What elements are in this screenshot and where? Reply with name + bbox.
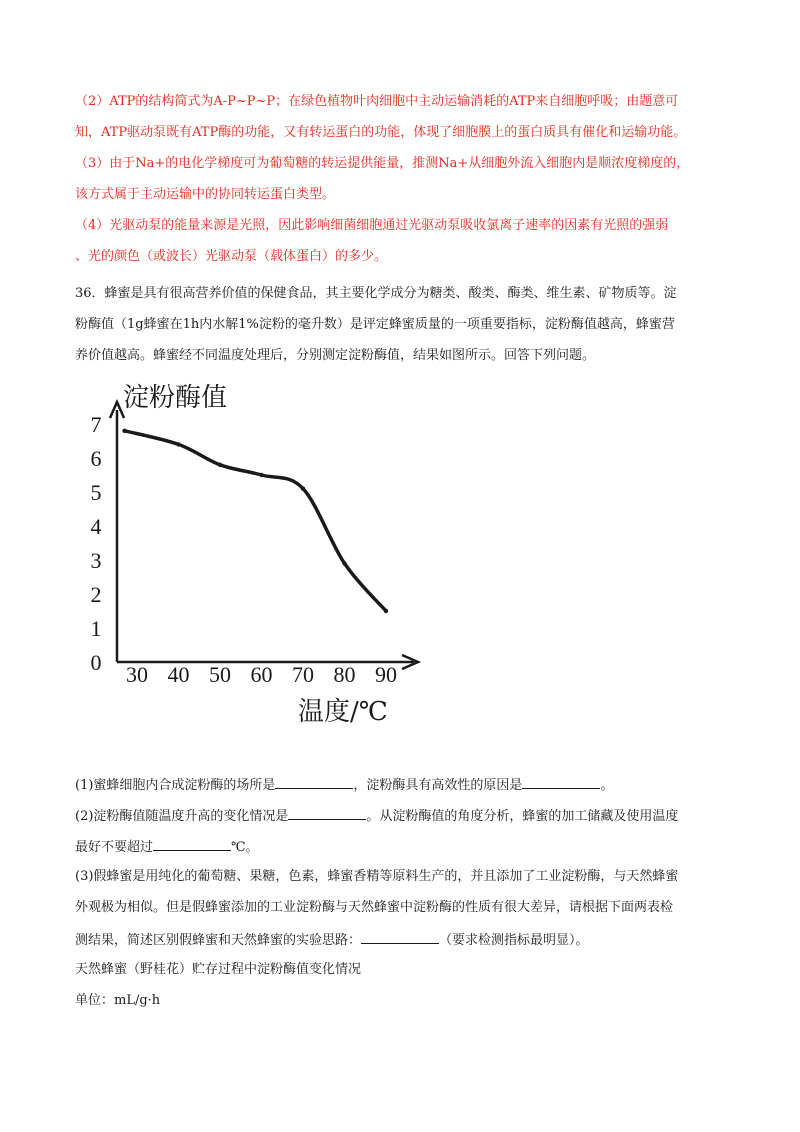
q2-text-d: ℃。 [231,840,259,855]
question-3-line-3 [75,929,755,960]
x-tick-label: 30 [126,662,148,687]
data-point [342,561,346,565]
y-axis-label: 淀粉酶值 [123,383,228,413]
q2-text-b: 。从淀粉酶值的角度分析，蜂蜜的加工储藏及使用温度 [366,809,679,824]
q3-text-b: （要求检测指标最明显）。 [439,933,589,948]
question-3-line-1: (3)假蜂蜜是用纯化的葡萄糖、果糖，色素，蜂蜜香精等原料生产的，并且添加了工业淀粉酶，与天然蜂蜜 [75,869,679,884]
answer-line-1: （2）ATP的结构简式为A-P~P~P；在绿色植物叶肉细胞中主动运输消耗的ATP来自细胞呼吸；由题意可 [75,94,679,109]
y-tick-label: 2 [90,582,102,607]
q2-blank-2[interactable] [153,836,231,851]
y-tick-label: 5 [90,480,102,505]
q2-text-a: (2)淀粉酶值随温度升高的变化情况是 [75,809,289,824]
data-point [384,609,388,613]
amylase-chart [80,380,440,735]
x-tick-label: 80 [333,662,356,687]
q1-blank-1[interactable] [275,774,353,789]
table-title: 天然蜂蜜（野桂花）贮存过程中淀粉酶值变化情况 [75,962,362,977]
answer-line-4: 该方式属于主动运输中的协同转运蛋白类型。 [75,187,336,202]
x-tick-label: 90 [375,662,397,687]
q3-blank[interactable] [361,929,439,944]
data-point [301,486,305,490]
question-1 [75,774,755,805]
data-point [218,463,222,467]
series-line [125,431,386,611]
y-tick-label: 7 [90,412,102,437]
y-tick-label: 0 [90,650,102,675]
q3-text-a: 测结果，简述区别假蜂蜜和天然蜂蜜的实验思路： [75,933,362,948]
y-tick-label: 4 [90,514,102,539]
y-tick-label: 3 [90,548,102,573]
x-tick-label: 60 [250,662,273,687]
sub-questions [75,774,755,1022]
answer-line-5: （4）光驱动泵的能量来源是光照，因此影响细菌细胞通过光驱动泵吸收氯离子速率的因素有光照的强弱 [75,218,669,233]
x-tick-label: 70 [292,662,314,687]
answer-line-3: （3）由于Na+的电化学梯度可为葡萄糖的转运提供能量，推测Na+从细胞外流入细胞内是顺浓度梯度的， [75,156,690,171]
question-line-1: 36．蜂蜜是具有很高营养价值的保健食品，其主要化学成分为糖类、酸类、酶类、维生素、矿物质等。淀 [75,286,677,301]
y-tick-label: 1 [90,616,102,641]
q1-text-c: 。 [600,778,614,793]
q1-text-a: (1)蜜蜂细胞内合成淀粉酶的场所是 [75,778,276,793]
y-tick-label: 6 [90,446,102,471]
question-line-3: 养价值越高。蜂蜜经不同温度处理后，分别测定淀粉酶值，结果如图所示。回答下列问题。 [75,348,596,363]
x-tick-label: 50 [209,662,231,687]
data-point [176,442,180,446]
unit-label: 单位：mL/g·h [75,993,161,1008]
q2-text-c: 最好不要超过 [75,840,154,855]
q1-text-b: ，淀粉酶具有高效性的原因是 [353,778,523,793]
question-2 [75,805,755,836]
q1-blank-2[interactable] [522,774,600,789]
data-point [122,429,126,433]
data-point [259,473,263,477]
x-axis-label: 温度/℃ [298,697,388,727]
chart-axes [110,402,418,669]
answer-line-2: 知，ATP驱动泵既有ATP酶的功能，又有转运蛋白的功能，体现了细胞膜上的蛋白质具有催化和运输功能。 [75,125,687,140]
question-2-cont [75,836,755,867]
q2-blank-1[interactable] [288,805,366,820]
question-36-stem [75,284,755,377]
answer-line-6: 、光的颜色（或波长）光驱动泵（载体蛋白）的多少。 [75,249,388,264]
question-3-line-2: 外观极为相似。但是假蜂蜜添加的工业淀粉酶与天然蜂蜜中淀粉酶的性质有很大差异，请根据下面两表检 [75,900,674,915]
x-tick-label: 40 [167,662,190,687]
answer-explanation [75,92,755,278]
question-line-2: 粉酶值（1g蜂蜜在1h内水解1%淀粉的毫升数）是评定蜂蜜质量的一项重要指标，淀粉酶值越高，蜂蜜营 [75,317,675,332]
